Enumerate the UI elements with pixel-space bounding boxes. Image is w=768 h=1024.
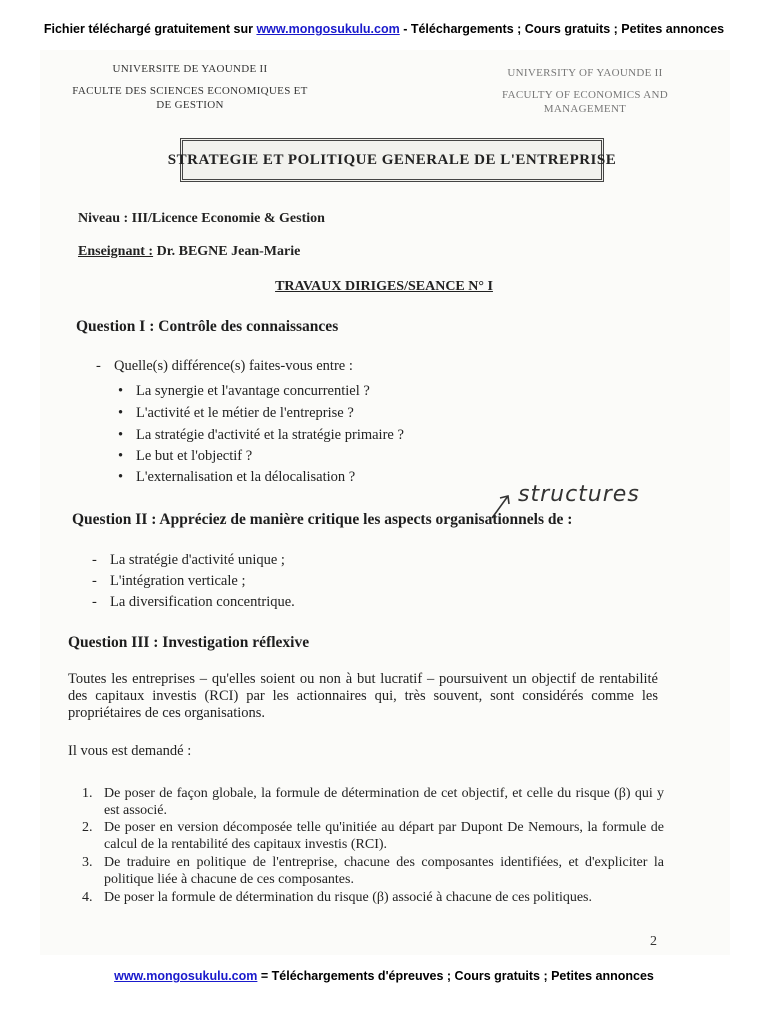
question-3-item-number: 2.	[82, 820, 93, 835]
question-2-item-text: La stratégie d'activité unique ;	[110, 552, 285, 568]
enseignant-line	[78, 244, 300, 260]
question-3-item-text: De traduire en politique de l'entreprise, chacune des composantes identifiées, et d'expliciter la politique liée à chacune de ces composantes.	[104, 855, 664, 887]
question-2-item-text: La diversification concentrique.	[110, 594, 295, 610]
question-3-item	[82, 890, 664, 907]
question-1-item-text: L'externalisation et la délocalisation ?	[136, 469, 356, 485]
question-3-item-text: De poser en version décomposée telle qu'initiée au départ par Dupont De Nemours, la formule de calcul de la rentabilité des capitaux investis (RCI).	[104, 820, 664, 852]
question-3-paragraph: Toutes les entreprises – qu'elles soient ou non à but lucratif – poursuivent un objectif de rentabilité des capitaux investis (RCI) par les actionnaires qui, très souvent, sont considérés comme les propriétaires de ces organisations.	[68, 671, 658, 721]
question-1-item-text: L'activité et le métier de l'entreprise ?	[136, 405, 354, 421]
course-title-box	[167, 138, 617, 182]
top-banner	[0, 22, 768, 36]
question-3-item-number: 1.	[82, 786, 93, 801]
question-3-item	[82, 820, 664, 853]
question-3-item-number: 4.	[82, 890, 93, 905]
question-1-item: • L'activité et le métier de l'entreprise ?	[118, 405, 354, 421]
course-title: STRATEGIE ET POLITIQUE GENERALE DE L'ENTREPRISE	[167, 151, 617, 168]
bottom-banner-suffix: = Téléchargements d'épreuves ; Cours gratuits ; Petites annonces	[257, 969, 654, 983]
question-3-demande: Il vous est demandé :	[68, 743, 192, 759]
question-1-intro: - Quelle(s) différence(s) faites-vous entre :	[96, 358, 353, 374]
handwritten-text: structures	[518, 482, 640, 507]
header-right-faculty-2: MANAGEMENT	[543, 103, 627, 115]
question-1-item: • Le but et l'objectif ?	[118, 448, 253, 464]
question-3-title: Question III : Investigation réflexive	[68, 634, 310, 651]
question-3-item-text: De poser de façon globale, la formule de détermination de cet objectif, et celle du risque (β) qui y est associé.	[104, 786, 664, 818]
header-right	[480, 66, 690, 116]
question-1-item: • La synergie et l'avantage concurrentiel ?	[118, 383, 370, 399]
question-3-item	[82, 855, 664, 888]
niveau-line: Niveau : III/Licence Economie & Gestion	[78, 211, 325, 226]
header-left	[60, 62, 320, 112]
header-left-faculty-2: DE GESTION	[156, 99, 224, 111]
question-3-item	[82, 786, 664, 819]
top-banner-prefix: Fichier téléchargé gratuitement sur	[43, 22, 257, 36]
enseignant-label: Enseignant :	[78, 244, 154, 259]
question-2-item-text: L'intégration verticale ;	[110, 573, 246, 589]
header-right-faculty: FACULTY OF ECONOMICS AND	[501, 89, 668, 101]
enseignant-name: Dr. BEGNE Jean-Marie	[153, 244, 301, 259]
question-2-item: - L'intégration verticale ;	[92, 573, 246, 589]
page-number: 2	[650, 934, 657, 949]
question-2-item: - La stratégie d'activité unique ;	[92, 552, 285, 568]
question-3-item-text: De poser la formule de détermination du risque (β) associé à chacune de ces politiques.	[104, 890, 593, 905]
question-2-title: Question II : Appréciez de manière critique les aspects organisationnels de :	[72, 511, 573, 528]
question-1-item-text: La synergie et l'avantage concurrentiel ?	[136, 383, 370, 399]
header-right-university: UNIVERSITY OF YAOUNDE II	[507, 67, 663, 79]
bottom-banner	[0, 969, 768, 983]
seance-heading: TRAVAUX DIRIGES/SEANCE N° I	[275, 279, 493, 294]
question-3-item-number: 3.	[82, 855, 93, 870]
header-left-faculty: FACULTE DES SCIENCES ECONOMIQUES ET	[72, 85, 308, 97]
question-1-item-text: La stratégie d'activité et la stratégie primaire ?	[136, 427, 404, 443]
top-banner-link[interactable]: www.mongosukulu.com	[256, 22, 400, 36]
header-left-university: UNIVERSITE DE YAOUNDE II	[112, 63, 268, 75]
question-2-item: - La diversification concentrique.	[92, 594, 295, 610]
question-1-item: • L'externalisation et la délocalisation ?	[118, 469, 356, 485]
top-banner-suffix: - Téléchargements ; Cours gratuits ; Petites annonces	[399, 22, 725, 36]
question-1-title: Question I : Contrôle des connaissances	[76, 318, 339, 335]
bottom-banner-link[interactable]: www.mongosukulu.com	[114, 969, 258, 983]
question-1-intro-text: Quelle(s) différence(s) faites-vous entre :	[114, 358, 353, 374]
question-1-item: • La stratégie d'activité et la stratégie primaire ?	[118, 427, 404, 443]
question-1-item-text: Le but et l'objectif ?	[136, 448, 253, 464]
